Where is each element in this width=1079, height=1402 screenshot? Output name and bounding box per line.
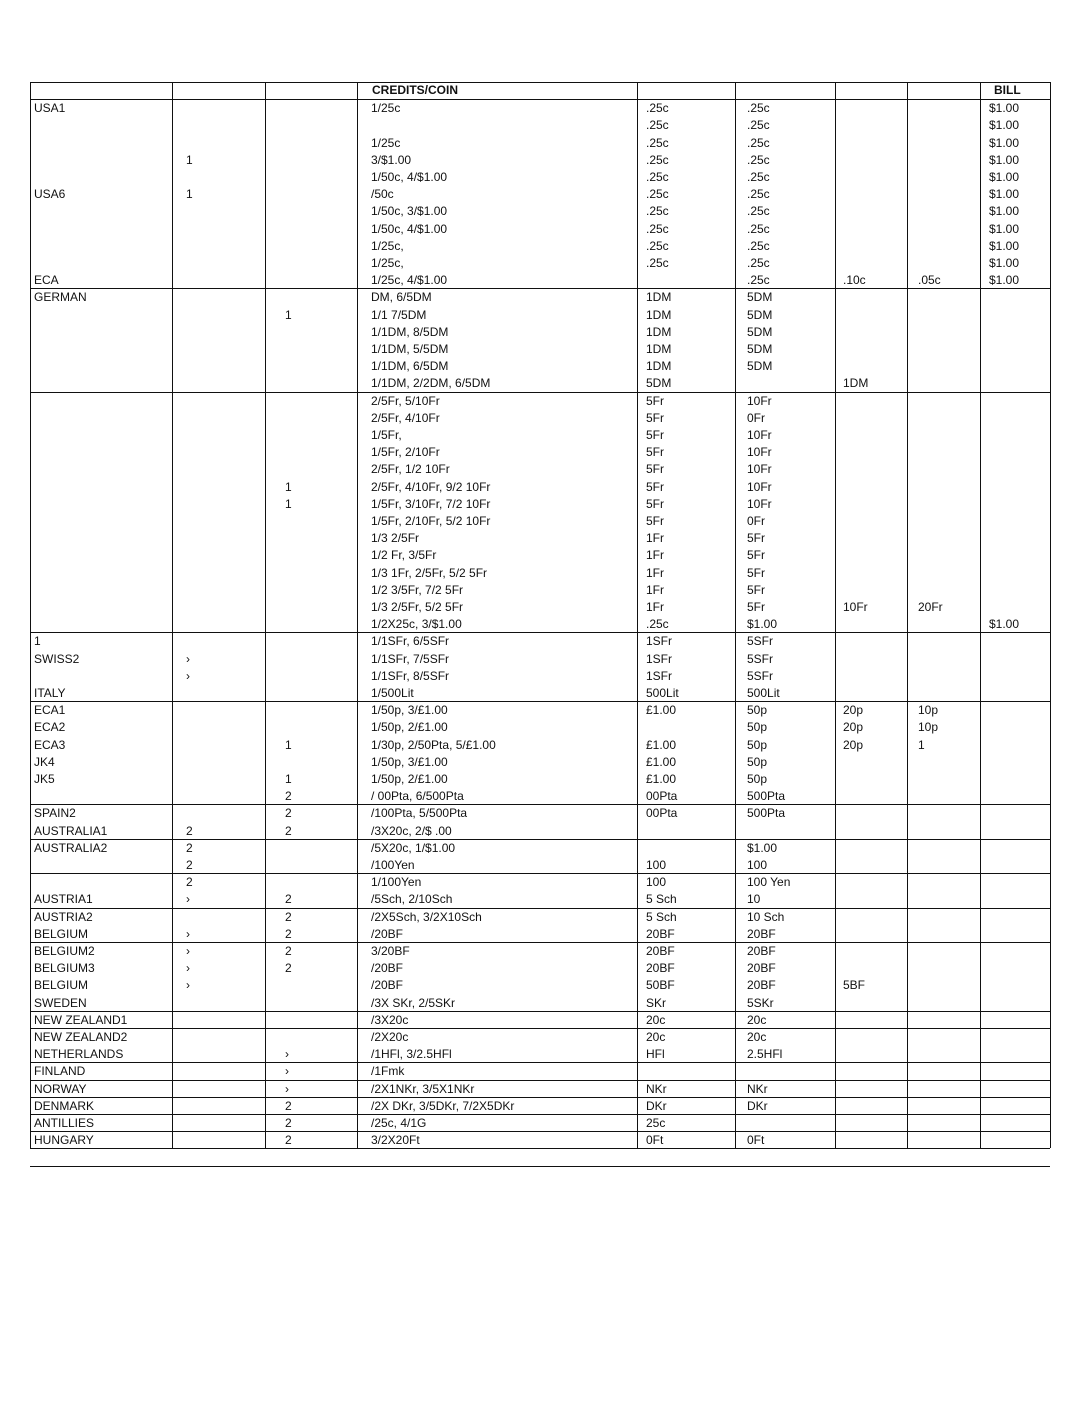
country-cell: SWEDEN (34, 995, 87, 1010)
credits-per-coin-cell: 2/5Fr, 1/2 10Fr (371, 462, 450, 477)
country-cell: AUSTRALIA2 (34, 840, 108, 855)
credits-per-coin-cell: /2X1NKr, 3/5X1NKr (371, 1081, 475, 1096)
coin2-cell: 20c (747, 1030, 767, 1044)
coin1-cell: 5Fr (646, 479, 664, 494)
group-divider (30, 701, 1050, 702)
coin2-cell: .25c (747, 187, 770, 202)
coin2-cell: .25c (747, 135, 770, 150)
coin2-cell: 10Fr (747, 428, 772, 442)
setting-a-cell: 1 (186, 152, 193, 167)
credits-per-coin-cell: 1/3 2/5Fr (371, 531, 420, 546)
setting-b-cell: 2 (285, 789, 292, 804)
coin2-cell: 5SFr (747, 668, 774, 683)
setting-b-cell: 1 (285, 737, 292, 752)
bill-cell: $1.00 (989, 221, 1020, 236)
bill-cell: $1.00 (989, 273, 1020, 288)
coin4-cell: 10p (918, 703, 939, 718)
coin1-cell: 5 Sch (646, 892, 677, 907)
group-divider (30, 288, 1050, 289)
credits-per-coin-cell: 2/5Fr, 4/10Fr (371, 410, 440, 425)
credits-per-coin-cell: 1/5Fr, 3/10Fr, 7/2 10Fr (371, 496, 491, 511)
setting-b-cell: 2 (285, 892, 292, 907)
setting-b-cell: 2 (285, 961, 292, 976)
coin1-cell: .25c (646, 118, 669, 133)
column-divider (980, 82, 981, 1148)
column-divider (835, 82, 836, 1148)
coin2-cell: 5DM (747, 290, 773, 305)
coin3-cell: 10Fr (843, 600, 868, 614)
credits-per-coin-cell: /1Fmk (371, 1064, 405, 1079)
credits-per-coin-cell: /20BF (371, 961, 404, 976)
setting-b-cell: 2 (285, 806, 292, 821)
coin1-cell: 5DM (646, 376, 672, 391)
coin4-cell: 20Fr (918, 600, 943, 614)
group-divider (30, 839, 1050, 840)
group-divider (30, 1166, 1050, 1167)
coin1-cell: .25c (646, 221, 669, 236)
coin2-cell: 100 Yen (747, 875, 791, 890)
coin2-cell: NKr (747, 1081, 768, 1096)
coin1-cell: SKr (646, 995, 667, 1010)
bill-cell: $1.00 (989, 256, 1020, 270)
bill-cell: $1.00 (989, 617, 1020, 632)
coin2-cell: 20BF (747, 978, 776, 993)
column-divider (30, 82, 31, 1148)
coin1-cell: 20BF (646, 926, 675, 941)
coin2-cell: 2.5HFl (747, 1047, 783, 1062)
setting-a-cell: 2 (186, 875, 193, 890)
coin2-cell: $1.00 (747, 617, 778, 632)
country-cell: NEW ZEALAND2 (34, 1030, 128, 1044)
coin1-cell: 500Lit (646, 686, 679, 700)
credits-per-coin-cell: /2X20c (371, 1030, 409, 1044)
setting-b-cell: › (285, 1064, 289, 1079)
credits-per-coin-cell: 1/2 3/5Fr, 7/2 5Fr (371, 582, 464, 597)
coin2-cell: $1.00 (747, 840, 778, 855)
coin2-cell: .25c (747, 152, 770, 167)
coin1-cell: 1DM (646, 290, 672, 305)
coin1-cell: £1.00 (646, 772, 677, 786)
coin4-cell: 10p (918, 720, 939, 735)
coin1-cell: 1SFr (646, 651, 673, 666)
credits-per-coin-cell: 1/5Fr, 2/10Fr (371, 445, 440, 460)
country-cell: ECA2 (34, 720, 66, 735)
coin2-cell: 50p (747, 703, 768, 718)
group-divider (30, 1062, 1050, 1063)
coin1-cell: 100 (646, 875, 667, 890)
coin1-cell: 1SFr (646, 668, 673, 683)
header-bill: BILL (994, 83, 1021, 97)
coin1-cell: £1.00 (646, 737, 677, 752)
country-cell: SPAIN2 (34, 806, 76, 821)
coin3-cell: 20p (843, 720, 864, 735)
country-cell: ECA1 (34, 703, 66, 718)
coin2-cell: 0Fr (747, 514, 765, 528)
credits-per-coin-cell: 3/$1.00 (371, 152, 412, 167)
coin1-cell: 5Fr (646, 393, 664, 408)
coin1-cell: .25c (646, 256, 669, 270)
country-cell: JK4 (34, 754, 55, 769)
coin1-cell: .25c (646, 135, 669, 150)
credits-per-coin-cell: /5Sch, 2/10Sch (371, 892, 453, 907)
credits-per-coin-cell: /25c, 4/1G (371, 1116, 427, 1130)
coin1-cell: 1SFr (646, 634, 673, 649)
credits-per-coin-cell: /3X20c, 2/$ .00 (371, 823, 452, 838)
coin2-cell: 5DM (747, 307, 773, 322)
coin2-cell: 10Fr (747, 479, 772, 494)
setting-a-cell: › (186, 961, 190, 976)
coin2-cell: .25c (747, 101, 770, 116)
credits-per-coin-cell: 1/1DM, 8/5DM (371, 324, 449, 339)
country-cell: NETHERLANDS (34, 1047, 124, 1062)
coin2-cell: 100 (747, 858, 768, 872)
coin2-cell: 20BF (747, 926, 776, 941)
coin2-cell: 5SKr (747, 995, 774, 1010)
coin1-cell: 00Pta (646, 789, 678, 804)
setting-b-cell: 1 (285, 496, 292, 511)
setting-a-cell: 1 (186, 187, 193, 202)
credits-per-coin-cell: 1/5Fr, (371, 428, 402, 442)
credits-per-coin-cell: 1/3 1Fr, 2/5Fr, 5/2 5Fr (371, 565, 488, 580)
credits-per-coin-cell: 1/50c, 4/$1.00 (371, 170, 448, 184)
coin1-cell: 1DM (646, 359, 672, 374)
coin2-cell: 10 (747, 892, 761, 907)
coin1-cell: 5 Sch (646, 909, 677, 924)
coin2-cell: 10Fr (747, 445, 772, 460)
coin1-cell: .25c (646, 238, 669, 253)
coin2-cell: 20c (747, 1012, 767, 1027)
country-cell: USA6 (34, 187, 66, 202)
coin2-cell: 500Pta (747, 789, 786, 804)
credits-per-coin-cell: 1/2X25c, 3/$1.00 (371, 617, 462, 632)
credits-per-coin-cell: 1/1SFr, 8/5SFr (371, 668, 450, 683)
credits-per-coin-cell: 1/1SFr, 6/5SFr (371, 634, 450, 649)
credits-per-coin-cell: DM, 6/5DM (371, 290, 432, 305)
setting-b-cell: 2 (285, 926, 292, 941)
country-cell: BELGIUM2 (34, 944, 95, 958)
country-cell: ECA3 (34, 737, 66, 752)
coin1-cell: 1Fr (646, 582, 664, 597)
bill-cell: $1.00 (989, 152, 1020, 167)
coin1-cell: 20BF (646, 961, 675, 976)
credits-per-coin-cell: /2X5Sch, 3/2X10Sch (371, 909, 482, 924)
coin2-cell: 50p (747, 754, 768, 769)
credits-per-coin-cell: 1/1DM, 6/5DM (371, 359, 449, 374)
coin1-cell: 20c (646, 1012, 666, 1027)
coin1-cell: .25c (646, 204, 669, 219)
group-divider (30, 804, 1050, 805)
credits-per-coin-cell: 1/25c (371, 101, 401, 116)
coin2-cell: 0Ft (747, 1133, 765, 1148)
credits-per-coin-cell: 2/5Fr, 5/10Fr (371, 393, 440, 408)
coin1-cell: DKr (646, 1098, 667, 1113)
credits-per-coin-cell: 1/100Yen (371, 875, 422, 890)
setting-a-cell: › (186, 944, 190, 958)
credits-per-coin-cell: 1/500Lit (371, 686, 414, 700)
country-cell: NORWAY (34, 1081, 87, 1096)
country-cell: USA1 (34, 101, 66, 116)
credits-per-coin-cell: 1/50p, 3/£1.00 (371, 703, 448, 718)
coin4-cell: 1 (918, 737, 925, 752)
credits-per-coin-cell: 1/3 2/5Fr, 5/2 5Fr (371, 600, 464, 614)
credits-per-coin-cell: /100Pta, 5/500Pta (371, 806, 468, 821)
setting-b-cell: 2 (285, 823, 292, 838)
setting-b-cell: 2 (285, 1133, 292, 1148)
credits-per-coin-cell: 1/50p, 2/£1.00 (371, 720, 448, 735)
setting-b-cell: 2 (285, 1098, 292, 1113)
bill-cell: $1.00 (989, 135, 1020, 150)
group-divider (30, 1011, 1050, 1012)
country-cell: ITALY (34, 686, 66, 700)
coin2-cell: DKr (747, 1098, 768, 1113)
coin1-cell: .25c (646, 101, 669, 116)
credits-per-coin-cell: /50c (371, 187, 394, 202)
credits-per-coin-cell: 1/50p, 2/£1.00 (371, 772, 448, 786)
group-divider (30, 1131, 1050, 1132)
header-credits-coin: CREDITS/COIN (372, 83, 459, 97)
credits-per-coin-cell: 1/50c, 3/$1.00 (371, 204, 448, 219)
coin1-cell: 100 (646, 858, 667, 872)
coin2-cell: 5Fr (747, 531, 765, 546)
coin2-cell: 5SFr (747, 634, 774, 649)
credits-per-coin-cell: / 00Pta, 6/500Pta (371, 789, 464, 804)
coin2-cell: 50p (747, 737, 768, 752)
country-cell: BELGIUM3 (34, 961, 95, 976)
coin3-cell: 20p (843, 703, 864, 718)
setting-a-cell: › (186, 892, 190, 907)
group-divider (30, 1080, 1050, 1081)
coin1-cell: 0Ft (646, 1133, 664, 1148)
setting-a-cell: › (186, 651, 190, 666)
setting-b-cell: › (285, 1047, 289, 1062)
coin1-cell: NKr (646, 1081, 667, 1096)
credits-per-coin-cell: 1/25c, (371, 238, 404, 253)
credits-per-coin-cell: 1/5Fr, 2/10Fr, 5/2 10Fr (371, 514, 491, 528)
coin2-cell: 50p (747, 720, 768, 735)
country-cell: FINLAND (34, 1064, 86, 1079)
country-cell: AUSTRIA1 (34, 892, 93, 907)
header-bottom-border (30, 99, 1050, 100)
credits-per-coin-cell: 1/2 Fr, 3/5Fr (371, 548, 437, 563)
group-divider (30, 1148, 1050, 1149)
setting-b-cell: 2 (285, 1116, 292, 1130)
coin1-cell: 50BF (646, 978, 675, 993)
group-divider (30, 1097, 1050, 1098)
coin1-cell: 1Fr (646, 600, 664, 614)
coin2-cell: 500Pta (747, 806, 786, 821)
coin1-cell: 20c (646, 1030, 666, 1044)
coin3-cell: .10c (843, 273, 866, 288)
coin2-cell: 5SFr (747, 651, 774, 666)
credits-per-coin-cell: 1/1 7/5DM (371, 307, 427, 322)
column-divider (357, 82, 358, 1148)
coin2-cell: 5Fr (747, 600, 765, 614)
setting-b-cell: 1 (285, 479, 292, 494)
bill-cell: $1.00 (989, 204, 1020, 219)
coin1-cell: HFl (646, 1047, 665, 1062)
credits-per-coin-cell: 1/25c, 4/$1.00 (371, 273, 448, 288)
setting-b-cell: 2 (285, 944, 292, 958)
column-divider (637, 82, 638, 1148)
coin1-cell: £1.00 (646, 703, 677, 718)
setting-b-cell: 1 (285, 307, 292, 322)
bill-cell: $1.00 (989, 101, 1020, 116)
coin2-cell: .25c (747, 256, 770, 270)
setting-a-cell: › (186, 668, 190, 683)
coin2-cell: 20BF (747, 944, 776, 958)
credits-per-coin-cell: /2X DKr, 3/5DKr, 7/2X5DKr (371, 1098, 515, 1113)
credits-per-coin-cell: 1/25c, (371, 256, 404, 270)
credits-per-coin-cell: /100Yen (371, 858, 415, 872)
coin1-cell: .25c (646, 187, 669, 202)
country-cell: BELGIUM (34, 978, 89, 993)
coin1-cell: .25c (646, 170, 669, 184)
country-cell: JK5 (34, 772, 55, 786)
coin1-cell: 1Fr (646, 565, 664, 580)
setting-a-cell: › (186, 978, 190, 993)
credits-per-coin-cell: 1/1DM, 2/2DM, 6/5DM (371, 376, 491, 391)
coin1-cell: 1DM (646, 324, 672, 339)
credits-per-coin-cell: /1HFl, 3/2.5HFl (371, 1047, 452, 1062)
coin1-cell: .25c (646, 617, 669, 632)
country-cell: DENMARK (34, 1098, 95, 1113)
group-divider (30, 873, 1050, 874)
coin1-cell: .25c (646, 152, 669, 167)
column-divider (172, 82, 173, 1148)
coin1-cell: 1DM (646, 307, 672, 322)
column-divider (1050, 82, 1051, 1148)
country-cell: ANTILLIES (34, 1116, 95, 1130)
coin2-cell: 5DM (747, 324, 773, 339)
credits-per-coin-cell: /3X SKr, 2/5SKr (371, 995, 456, 1010)
credits-per-coin-cell: /5X20c, 1/$1.00 (371, 840, 456, 855)
group-divider (30, 942, 1050, 943)
coin2-cell: 5Fr (747, 565, 765, 580)
country-cell: ECA (34, 273, 59, 288)
coin2-cell: 0Fr (747, 410, 765, 425)
coin1-cell: 5Fr (646, 410, 664, 425)
group-divider (30, 392, 1050, 393)
coin1-cell: 5Fr (646, 428, 664, 442)
coin1-cell: 5Fr (646, 445, 664, 460)
country-cell: NEW ZEALAND1 (34, 1012, 128, 1027)
credits-per-coin-cell: 1/50p, 3/£1.00 (371, 754, 448, 769)
bill-cell: $1.00 (989, 118, 1020, 133)
bill-cell: $1.00 (989, 187, 1020, 202)
coin2-cell: .25c (747, 170, 770, 184)
group-divider (30, 1114, 1050, 1115)
coin3-cell: 5BF (843, 978, 866, 993)
coin2-cell: 10Fr (747, 496, 772, 511)
credits-per-coin-cell: 1/30p, 2/50Pta, 5/£1.00 (371, 737, 496, 752)
coin2-cell: 500Lit (747, 686, 780, 700)
coin2-cell: 20BF (747, 961, 776, 976)
coin1-cell: 25c (646, 1116, 666, 1130)
coin1-cell: 1Fr (646, 548, 664, 563)
setting-a-cell: 2 (186, 858, 193, 872)
setting-b-cell: 2 (285, 909, 292, 924)
coin2-cell: 5DM (747, 359, 773, 374)
coin1-cell: 00Pta (646, 806, 678, 821)
credits-per-coin-cell: 1/25c (371, 135, 401, 150)
credits-per-coin-cell: 3/2X20Ft (371, 1133, 420, 1148)
credits-per-coin-cell: 2/5Fr, 4/10Fr, 9/2 10Fr (371, 479, 491, 494)
column-divider (265, 82, 266, 1148)
country-cell: HUNGARY (34, 1133, 94, 1148)
credits-per-coin-cell: 1/1SFr, 7/5SFr (371, 651, 450, 666)
country-cell: AUSTRALIA1 (34, 823, 108, 838)
coin3-cell: 1DM (843, 376, 869, 391)
coin2-cell: 10Fr (747, 393, 772, 408)
coin1-cell: 1DM (646, 342, 672, 356)
column-divider (735, 82, 736, 1148)
coin2-cell: .25c (747, 118, 770, 133)
coin2-cell: 5DM (747, 342, 773, 356)
credits-per-coin-cell: 1/50c, 4/$1.00 (371, 221, 448, 236)
coin1-cell: 5Fr (646, 514, 664, 528)
setting-a-cell: 2 (186, 840, 193, 855)
coin1-cell: 5Fr (646, 462, 664, 477)
column-divider (907, 82, 908, 1148)
bill-cell: $1.00 (989, 238, 1020, 253)
credits-per-coin-cell: 1/1DM, 5/5DM (371, 342, 449, 356)
coin2-cell: 10Fr (747, 462, 772, 477)
coin2-cell: 5Fr (747, 582, 765, 597)
credits-per-coin-cell: 3/20BF (371, 944, 410, 958)
setting-a-cell: 2 (186, 823, 193, 838)
coin3-cell: 20p (843, 737, 864, 752)
country-cell: AUSTRIA2 (34, 909, 93, 924)
group-divider (30, 632, 1050, 633)
credits-per-coin-cell: /3X20c (371, 1012, 409, 1027)
coin2-cell: .25c (747, 238, 770, 253)
setting-b-cell: 1 (285, 772, 292, 786)
coin2-cell: 10 Sch (747, 909, 785, 924)
coin2-cell: 5Fr (747, 548, 765, 563)
country-cell: SWISS2 (34, 651, 80, 666)
group-divider (30, 1028, 1050, 1029)
coin1-cell: 5Fr (646, 496, 664, 511)
credits-per-coin-cell: /20BF (371, 926, 404, 941)
country-cell: 1 (34, 634, 41, 649)
coin1-cell: 20BF (646, 944, 675, 958)
group-divider (30, 908, 1050, 909)
coin1-cell: 1Fr (646, 531, 664, 546)
coin2-cell: .25c (747, 273, 770, 288)
coin1-cell: £1.00 (646, 754, 677, 769)
coin4-cell: .05c (918, 273, 941, 288)
coin2-cell: 50p (747, 772, 768, 786)
table-top-border (30, 82, 1050, 83)
country-cell: GERMAN (34, 290, 87, 305)
coin2-cell: .25c (747, 204, 770, 219)
bill-cell: $1.00 (989, 170, 1020, 184)
country-cell: BELGIUM (34, 926, 89, 941)
coin2-cell: .25c (747, 221, 770, 236)
credits-per-coin-cell: /20BF (371, 978, 404, 993)
setting-b-cell: › (285, 1081, 289, 1096)
setting-a-cell: › (186, 926, 190, 941)
